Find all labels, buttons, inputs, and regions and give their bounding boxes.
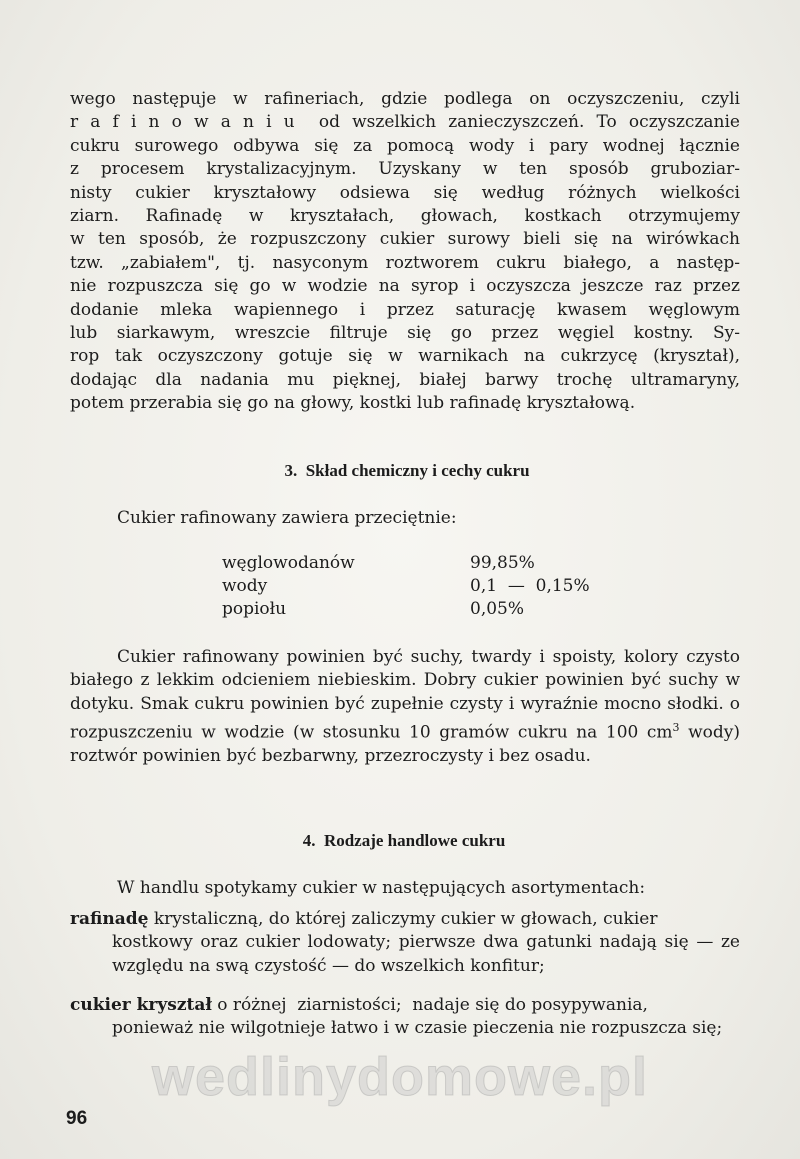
text-line: tzw. „zabiałem", tj. nasyconym roztworem cukru białego, a następ- <box>70 252 740 273</box>
text-line: dodając dla nadania mu pięknej, białej barwy trochę ultramaryny, <box>70 369 740 390</box>
item-term: cukier kryształ <box>70 995 212 1015</box>
text-line: z procesem krystalizacyjnym. Uzyskany w ten sposób gruboziar- <box>70 159 740 180</box>
text-line: w ten sposób, że rozpuszczony cukier surowy bieli się na wirówkach <box>70 229 740 250</box>
quality-paragraph <box>70 646 740 769</box>
paragraph-text <box>70 646 740 769</box>
text-line: nisty cukier kryształowy odsiewa się według różnych wielkości <box>70 182 740 203</box>
composition-row <box>222 552 590 575</box>
watermark: wedlinydomowe.pl <box>151 1047 649 1107</box>
item-first-line <box>70 994 740 1017</box>
component-value: 0,05% <box>470 599 525 619</box>
text-line: ziarn. Rafinadę w kryształach, głowach, kostkach otrzymujemy <box>70 206 740 227</box>
component-name: popiołu <box>222 599 287 619</box>
text-line: lub siarkawym, wreszcie filtruje się go przez węgiel kostny. Sy- <box>70 323 740 344</box>
text-line: nie rozpuszcza się go w wodzie na syrop i oczyszcza jeszcze raz przez <box>70 276 740 297</box>
text-line: cukru surowego odbywa się za pomocą wody i pary wodnej łącznie <box>70 135 740 156</box>
text-line: rop tak oczyszczony gotuje się w warnikach na cukrzycę (kryształ), <box>70 346 740 367</box>
composition-intro: Cukier rafinowany zawiera przeciętnie: <box>117 508 457 528</box>
section-heading: 4. Rodzaje handlowe cukru <box>302 831 506 850</box>
section-heading: 3. Skład chemiczny i cechy cukru <box>284 461 530 480</box>
item-continuation: kostkowy oraz cukier lodowaty; pierwsze dwa gatunki nadają się — ze względu na swą czystość — do wszelkich konfitur; <box>112 932 740 976</box>
list-item <box>70 908 740 978</box>
item-continuation: ponieważ nie wilgotnieje łatwo i w czasie pieczenia nie rozpuszcza się; <box>112 1018 723 1039</box>
component-value: 0,1 — 0,15% <box>470 576 590 596</box>
component-name: wody <box>222 576 268 596</box>
paragraph-text-b: wody) roztwór powinien być bezbarwny, przezroczysty i bez osadu. <box>70 722 740 767</box>
composition-table <box>222 552 590 621</box>
item-term: rafinadę <box>70 909 149 929</box>
text-line: dodanie mleka wapiennego i przez saturację kwasem węglowym <box>70 299 740 320</box>
continued-paragraph <box>70 88 740 416</box>
item-first-text: o różnej ziarnistości; nadaje się do posypywania, <box>211 995 648 1015</box>
composition-row <box>222 598 590 621</box>
paragraph-text-a: Cukier rafinowany powinien być suchy, twardy i spoisty, kolorу czysto białego z lekkim odcieniem niebieskim. Dobry cukier powinien być suchy w dotyku. Smak cukru powinien być zupełnie czysty i wyraźnie mocno słodki. o rozpuszczeniu w wodzie (w stosunku 10 gramów cukru na 100 cm <box>70 647 740 743</box>
component-value: 99,85% <box>470 553 535 573</box>
list-item <box>70 994 740 1041</box>
page-number: 96 <box>66 1108 88 1129</box>
text-line: wego następuje w rafineriach, gdzie podlega on oczyszczeniu, czyli <box>70 89 740 109</box>
component-name: węglowodanów <box>222 553 355 573</box>
superscript: 3 <box>672 721 680 735</box>
item-first-text: krystaliczną, do której zaliczymy cukier w głowach, cukier <box>148 909 658 929</box>
text-line: potem przerabia się go na głowy, kostki lub rafinadę kryształową. <box>70 393 636 414</box>
composition-row <box>222 575 590 598</box>
assortment-intro: W handlu spotykamy cukier w następujących asortymentach: <box>117 878 646 898</box>
item-first-line <box>70 908 740 931</box>
text-line: r a f i n o w a n i u od wszelkich zanieczyszczeń. To oczyszczanie <box>70 112 740 133</box>
